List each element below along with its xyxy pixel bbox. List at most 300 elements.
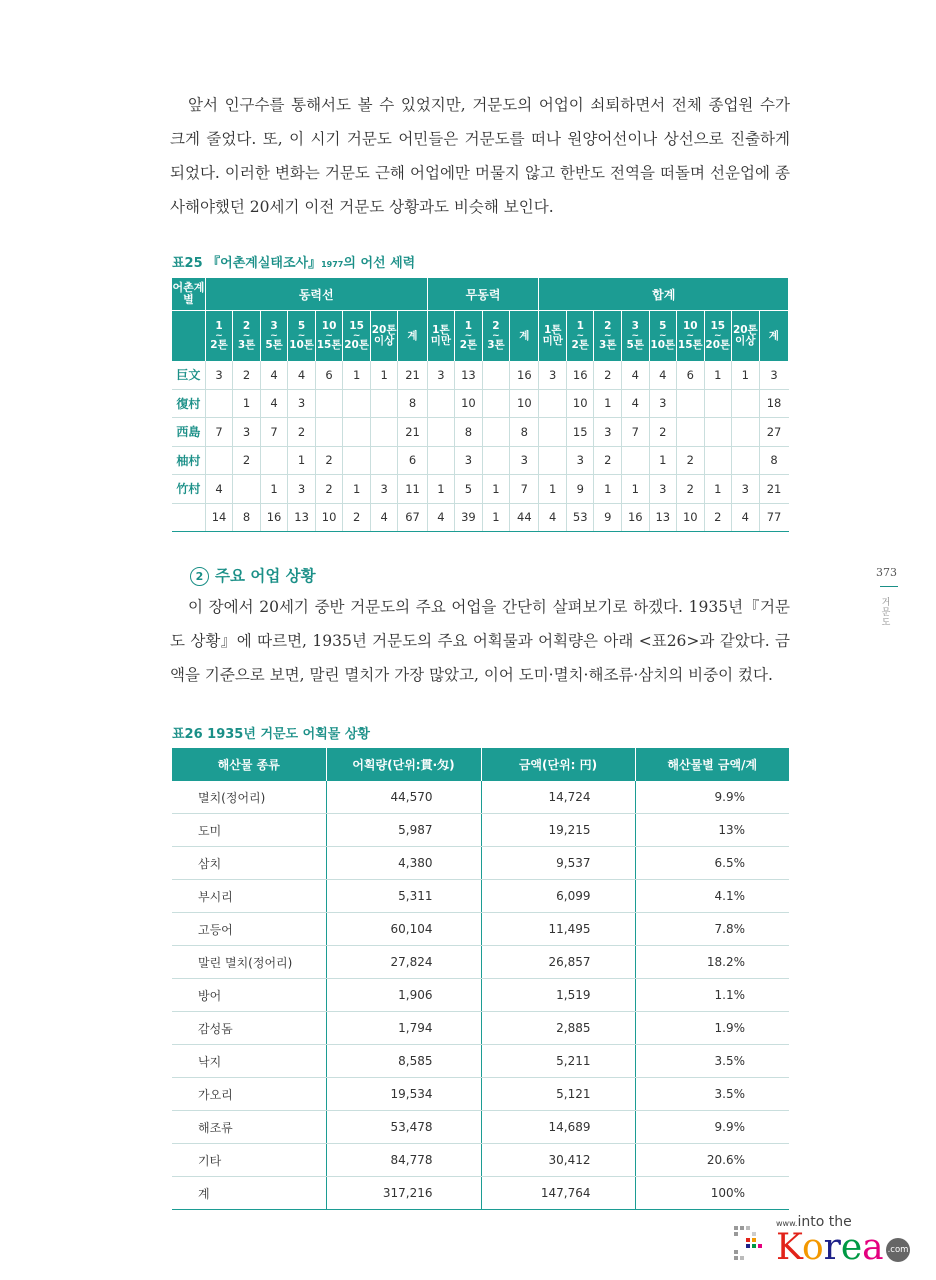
table-row [172, 1045, 789, 1078]
table-cell: 39 [455, 503, 483, 532]
table-cell: 1 [343, 475, 371, 504]
table-cell: 317,216 [326, 1177, 481, 1210]
table-cell: 4 [649, 361, 677, 389]
logo-grid-icon [730, 1222, 770, 1266]
size-header [594, 311, 622, 362]
corner-header: 어촌계별 [172, 278, 205, 311]
catch-table [172, 748, 789, 1210]
table-cell [482, 446, 510, 475]
chapter-label: 거문도 [881, 598, 891, 628]
size-bottom: 3톤 [487, 339, 505, 351]
table-row [172, 503, 789, 532]
size-bottom: 5톤 [626, 339, 644, 351]
table-cell: 4 [205, 475, 233, 504]
table-cell [539, 446, 567, 475]
size-header [482, 311, 510, 362]
row-label: 竹村 [172, 475, 205, 504]
table-cell: 60,104 [326, 913, 481, 946]
logo-www: www.into the [776, 1214, 852, 1230]
table-cell: 18 [759, 389, 788, 418]
table-cell [732, 418, 760, 447]
section-number: 2 [190, 567, 209, 586]
size-top: 10 [682, 320, 698, 332]
table-cell: 1 [649, 446, 677, 475]
table-cell: 3 [566, 446, 594, 475]
table-cell: 4 [732, 503, 760, 532]
tilde-icon: ~ [714, 331, 722, 341]
table-cell: 3 [539, 361, 567, 389]
table-cell: 7.8% [635, 913, 789, 946]
size-header [315, 311, 343, 362]
size-top: 5 [659, 320, 667, 332]
table-cell: 4 [370, 503, 398, 532]
table-cell: 44 [510, 503, 539, 532]
size-top: 계 [407, 329, 418, 342]
size-header [260, 311, 288, 362]
table-cell: 19,534 [326, 1078, 481, 1111]
table-cell: 2 [233, 361, 261, 389]
table-cell: 3 [370, 475, 398, 504]
table-cell: 방어 [172, 979, 326, 1012]
table-cell: 6 [677, 361, 705, 389]
table-cell: 1.1% [635, 979, 789, 1012]
table-cell: 가오리 [172, 1078, 326, 1111]
table-cell: 10 [315, 503, 343, 532]
table-cell: 4,380 [326, 847, 481, 880]
table-cell: 3 [510, 446, 539, 475]
table-cell [482, 361, 510, 389]
table-cell: 1 [732, 361, 760, 389]
group-header: 무동력 [427, 278, 539, 311]
table-cell: 2 [594, 361, 622, 389]
table-cell: 10 [677, 503, 705, 532]
table-cell: 9.9% [635, 1111, 789, 1144]
table-cell [370, 418, 398, 447]
table-cell: 2 [677, 475, 705, 504]
tilde-icon: ~ [242, 331, 251, 341]
row-label: 巨文 [172, 361, 205, 389]
row-label: 復村 [172, 389, 205, 418]
table-cell: 8 [455, 418, 483, 447]
table-cell: 13% [635, 814, 789, 847]
table-cell: 1,906 [326, 979, 481, 1012]
table-cell: 계 [172, 1177, 326, 1210]
table-cell: 7 [260, 418, 288, 447]
table-cell: 67 [398, 503, 427, 532]
size-top: 20톤 [732, 324, 758, 336]
size-top: 3 [631, 320, 639, 332]
table-cell: 3.5% [635, 1045, 789, 1078]
group-header: 합계 [539, 278, 789, 311]
table-cell: 기타 [172, 1144, 326, 1177]
table-row [172, 814, 789, 847]
table-cell [732, 389, 760, 418]
table-cell: 3.5% [635, 1078, 789, 1111]
logo-com: .com [886, 1238, 910, 1262]
table-cell [343, 389, 371, 418]
table-cell: 5,121 [481, 1078, 635, 1111]
table-cell: 2 [288, 418, 316, 447]
table-cell [427, 389, 455, 418]
size-top: 1 [215, 320, 223, 332]
size-bottom: 이상 [735, 335, 756, 347]
size-bottom: 15톤 [316, 339, 342, 351]
table-cell [370, 389, 398, 418]
table-cell [539, 389, 567, 418]
table-cell: 멸치(정어리) [172, 781, 326, 814]
tilde-icon: ~ [492, 331, 500, 341]
table-row [172, 361, 789, 389]
table-cell: 1 [704, 361, 732, 389]
corner-blank [172, 311, 205, 362]
table-cell: 13 [288, 503, 316, 532]
table-cell: 10 [455, 389, 483, 418]
tilde-icon: ~ [325, 331, 333, 341]
table-row [172, 880, 789, 913]
table-cell: 말린 멸치(정어리) [172, 946, 326, 979]
tilde-icon: ~ [270, 331, 278, 341]
table-cell: 4 [260, 361, 288, 389]
table-cell: 100% [635, 1177, 789, 1210]
table-row [172, 946, 789, 979]
table-cell: 2 [315, 446, 343, 475]
table-cell: 6 [315, 361, 343, 389]
table-cell: 4 [622, 361, 650, 389]
table-cell: 3 [427, 361, 455, 389]
table-cell: 7 [622, 418, 650, 447]
table-cell: 5 [455, 475, 483, 504]
table-cell: 14,689 [481, 1111, 635, 1144]
table-cell: 1 [482, 503, 510, 532]
size-bottom: 2톤 [571, 339, 589, 351]
tilde-icon: ~ [659, 331, 667, 341]
table-cell: 2 [677, 446, 705, 475]
column-header: 어획량(단위:貫·匁) [326, 748, 481, 781]
table-cell: 26,857 [481, 946, 635, 979]
table-cell [315, 389, 343, 418]
table-cell: 3 [732, 475, 760, 504]
table-cell [343, 418, 371, 447]
table-cell: 1 [343, 361, 371, 389]
size-top: 15 [710, 320, 726, 332]
tilde-icon: ~ [297, 331, 306, 341]
table-cell: 8 [759, 446, 788, 475]
table-cell [732, 446, 760, 475]
table-cell: 15 [566, 418, 594, 447]
table-cell: 9,537 [481, 847, 635, 880]
size-header [343, 311, 371, 362]
table-cell: 13 [455, 361, 483, 389]
table-row [172, 418, 789, 447]
table-cell: 1 [539, 475, 567, 504]
table-cell [704, 389, 732, 418]
table-cell [205, 446, 233, 475]
table-cell: 8 [233, 503, 261, 532]
table-row [172, 1144, 789, 1177]
logo-letter: K [776, 1227, 802, 1268]
size-top: 2 [242, 320, 251, 332]
table-cell [205, 389, 233, 418]
table-row [172, 446, 789, 475]
table-cell [233, 475, 261, 504]
table-cell: 3 [455, 446, 483, 475]
table-cell: 16 [622, 503, 650, 532]
table-cell [677, 418, 705, 447]
size-top: 20톤 [371, 324, 397, 336]
table-cell: 13 [649, 503, 677, 532]
table-cell: 1 [427, 475, 455, 504]
table-cell: 2 [233, 446, 261, 475]
size-header [288, 311, 316, 362]
column-header: 해산물 종류 [172, 748, 326, 781]
table-cell: 삼치 [172, 847, 326, 880]
table-cell: 도미 [172, 814, 326, 847]
table-cell: 16 [510, 361, 539, 389]
table-cell: 6 [398, 446, 427, 475]
logo-letter: a [862, 1227, 884, 1268]
table-cell: 9.9% [635, 781, 789, 814]
table-cell: 2 [649, 418, 677, 447]
group-header: 동력선 [205, 278, 427, 311]
table-row [172, 913, 789, 946]
table-cell: 4 [288, 361, 316, 389]
table-cell: 3 [233, 418, 261, 447]
table-cell [427, 446, 455, 475]
size-bottom: 3톤 [237, 339, 256, 351]
size-header [427, 311, 455, 362]
table-cell: 21 [398, 361, 427, 389]
size-top: 1 [576, 320, 584, 332]
table-cell: 3 [649, 475, 677, 504]
table-cell: 30,412 [481, 1144, 635, 1177]
table-cell [315, 418, 343, 447]
table-cell: 3 [759, 361, 788, 389]
size-bottom: 5톤 [265, 339, 283, 351]
table-cell: 5,311 [326, 880, 481, 913]
table-cell: 10 [510, 389, 539, 418]
table-cell [482, 418, 510, 447]
table-cell: 2 [315, 475, 343, 504]
table-cell [704, 418, 732, 447]
size-bottom: 2톤 [210, 339, 228, 351]
size-header [205, 311, 233, 362]
table-cell: 11 [398, 475, 427, 504]
table-row [172, 1177, 789, 1210]
table-cell: 14 [205, 503, 233, 532]
table-row [172, 1012, 789, 1045]
table-cell: 1 [370, 361, 398, 389]
table-cell: 3 [288, 475, 316, 504]
table-cell: 16 [566, 361, 594, 389]
table-cell: 4 [427, 503, 455, 532]
table-cell: 7 [205, 418, 233, 447]
table-cell: 3 [288, 389, 316, 418]
column-header: 해산물별 금액/계 [635, 748, 789, 781]
table-cell: 1,794 [326, 1012, 481, 1045]
tilde-icon: ~ [631, 331, 640, 341]
size-header [455, 311, 483, 362]
table-cell: 8,585 [326, 1045, 481, 1078]
table-cell [622, 446, 650, 475]
table-cell: 1,519 [481, 979, 635, 1012]
table-row [172, 847, 789, 880]
table25-caption: 표25 『어촌계실태조사』1977의 어선 세력 [172, 256, 416, 271]
table-cell [260, 446, 288, 475]
size-top: 10 [321, 320, 337, 332]
table-cell: 1.9% [635, 1012, 789, 1045]
size-header [539, 311, 567, 362]
table-cell: 53,478 [326, 1111, 481, 1144]
logo-wordmark [776, 1228, 884, 1268]
table-cell [343, 446, 371, 475]
size-top: 5 [297, 320, 306, 332]
table-cell: 21 [759, 475, 788, 504]
size-bottom: 2톤 [459, 339, 478, 351]
row-label: 柚村 [172, 446, 205, 475]
table-cell [539, 418, 567, 447]
row-label [172, 503, 205, 532]
table-cell: 4 [260, 389, 288, 418]
logo-letter: e [840, 1227, 863, 1268]
table-cell: 6,099 [481, 880, 635, 913]
size-bottom: 이상 [373, 335, 395, 347]
table-cell: 해조류 [172, 1111, 326, 1144]
section-title: 주요 어업 상황 [215, 567, 316, 585]
size-header [510, 311, 539, 362]
table-cell: 84,778 [326, 1144, 481, 1177]
tilde-icon: ~ [215, 331, 223, 341]
table-cell: 5,987 [326, 814, 481, 847]
table-cell: 19,215 [481, 814, 635, 847]
table-cell: 2 [343, 503, 371, 532]
table-cell: 감성돔 [172, 1012, 326, 1045]
table-cell: 6.5% [635, 847, 789, 880]
size-top: 1톤 [543, 324, 562, 336]
table-cell: 20.6% [635, 1144, 789, 1177]
tilde-icon: ~ [464, 331, 473, 341]
size-bottom: 3톤 [599, 339, 617, 351]
table-cell [482, 389, 510, 418]
table-cell: 21 [398, 418, 427, 447]
table-cell [370, 446, 398, 475]
table-cell: 7 [510, 475, 539, 504]
table-cell: 9 [594, 503, 622, 532]
size-header [233, 311, 261, 362]
table-cell: 2 [704, 503, 732, 532]
size-top: 3 [270, 320, 278, 332]
table-cell: 77 [759, 503, 788, 532]
table-cell: 27,824 [326, 946, 481, 979]
tilde-icon: ~ [576, 331, 584, 341]
table-cell: 3 [205, 361, 233, 389]
row-label: 西島 [172, 418, 205, 447]
table-cell: 16 [260, 503, 288, 532]
size-bottom: 15톤 [677, 339, 703, 351]
size-bottom: 20톤 [705, 339, 731, 351]
table-cell: 4 [622, 389, 650, 418]
table-row [172, 781, 789, 814]
table-cell: 147,764 [481, 1177, 635, 1210]
fishing-paragraph: 이 장에서 20세기 중반 거문도의 주요 어업을 간단히 살펴보기로 하겠다. 1935년『거문도 상황』에 따르면, 1935년 거문도의 주요 어획물과 어획량은 아래 <표26>과 같았다. 금액을 기준으로 보면, 말린 멸치가 가장 많았고, 이어 도미·멸치·해조류·삼치의 비중이 컸다. [170, 598, 790, 684]
table-cell: 4.1% [635, 880, 789, 913]
table-cell: 1 [260, 475, 288, 504]
page-number-divider [880, 586, 898, 587]
table-cell: 53 [566, 503, 594, 532]
logo-letter: o [801, 1227, 824, 1268]
column-header: 금액(단위: 円) [481, 748, 635, 781]
table-cell: 3 [594, 418, 622, 447]
table-cell: 2 [594, 446, 622, 475]
size-header [677, 311, 705, 362]
table-row [172, 1111, 789, 1144]
table-cell: 1 [482, 475, 510, 504]
size-top: 1 [464, 320, 473, 332]
size-header [732, 311, 760, 362]
size-bottom: 20톤 [344, 339, 369, 351]
size-header [622, 311, 650, 362]
table-cell: 44,570 [326, 781, 481, 814]
size-top: 15 [349, 320, 364, 332]
tilde-icon: ~ [603, 331, 612, 341]
table-cell [677, 389, 705, 418]
intro-paragraph: 앞서 인구수를 통해서도 볼 수 있었지만, 거문도의 어업이 쇠퇴하면서 전체 종업원 수가 크게 줄었다. 또, 이 시기 거문도 어민들은 거문도를 떠나 원양어선이나 상선으로 진출하게 되었다. 이러한 변화는 거문도 근해 어업에만 머물지 않고 한반도 전역을 떠돌며 선운업에 종사해야했던 20세기 이전 거문도 상황과도 비슷해 보인다. [170, 96, 790, 216]
table26-caption: 표26 1935년 거문도 어획물 상황 [172, 727, 370, 742]
table-cell: 18.2% [635, 946, 789, 979]
table-cell: 고등어 [172, 913, 326, 946]
table-cell: 27 [759, 418, 788, 447]
table-cell: 1 [622, 475, 650, 504]
table-cell: 14,724 [481, 781, 635, 814]
size-top: 계 [519, 329, 530, 342]
table-cell: 낙지 [172, 1045, 326, 1078]
table-cell: 2,885 [481, 1012, 635, 1045]
table-cell [704, 446, 732, 475]
table-cell: 11,495 [481, 913, 635, 946]
tilde-icon: ~ [352, 331, 361, 341]
size-bottom: 10톤 [650, 339, 676, 351]
table-cell: 4 [539, 503, 567, 532]
size-bottom: 미만 [430, 335, 452, 347]
size-header [759, 311, 788, 362]
table-cell: 10 [566, 389, 594, 418]
table-row [172, 979, 789, 1012]
size-header [398, 311, 427, 362]
table-cell: 1 [233, 389, 261, 418]
table-row [172, 1078, 789, 1111]
table-cell: 8 [510, 418, 539, 447]
page-number: 373 [876, 566, 897, 579]
table-cell: 5,211 [481, 1045, 635, 1078]
size-bottom: 미만 [542, 335, 563, 347]
size-header [704, 311, 732, 362]
table-cell: 1 [704, 475, 732, 504]
table-cell [427, 418, 455, 447]
into-the-korea-logo [730, 1214, 910, 1274]
table-cell: 1 [288, 446, 316, 475]
table-cell: 8 [398, 389, 427, 418]
tilde-icon: ~ [686, 331, 695, 341]
size-header [566, 311, 594, 362]
size-top: 1톤 [432, 324, 450, 336]
size-top: 2 [604, 320, 612, 332]
table-cell: 3 [649, 389, 677, 418]
size-header [370, 311, 398, 362]
table-cell: 1 [594, 475, 622, 504]
section-heading [190, 564, 316, 586]
table-cell: 1 [594, 389, 622, 418]
fishing-boat-table [172, 278, 789, 532]
size-header [649, 311, 677, 362]
